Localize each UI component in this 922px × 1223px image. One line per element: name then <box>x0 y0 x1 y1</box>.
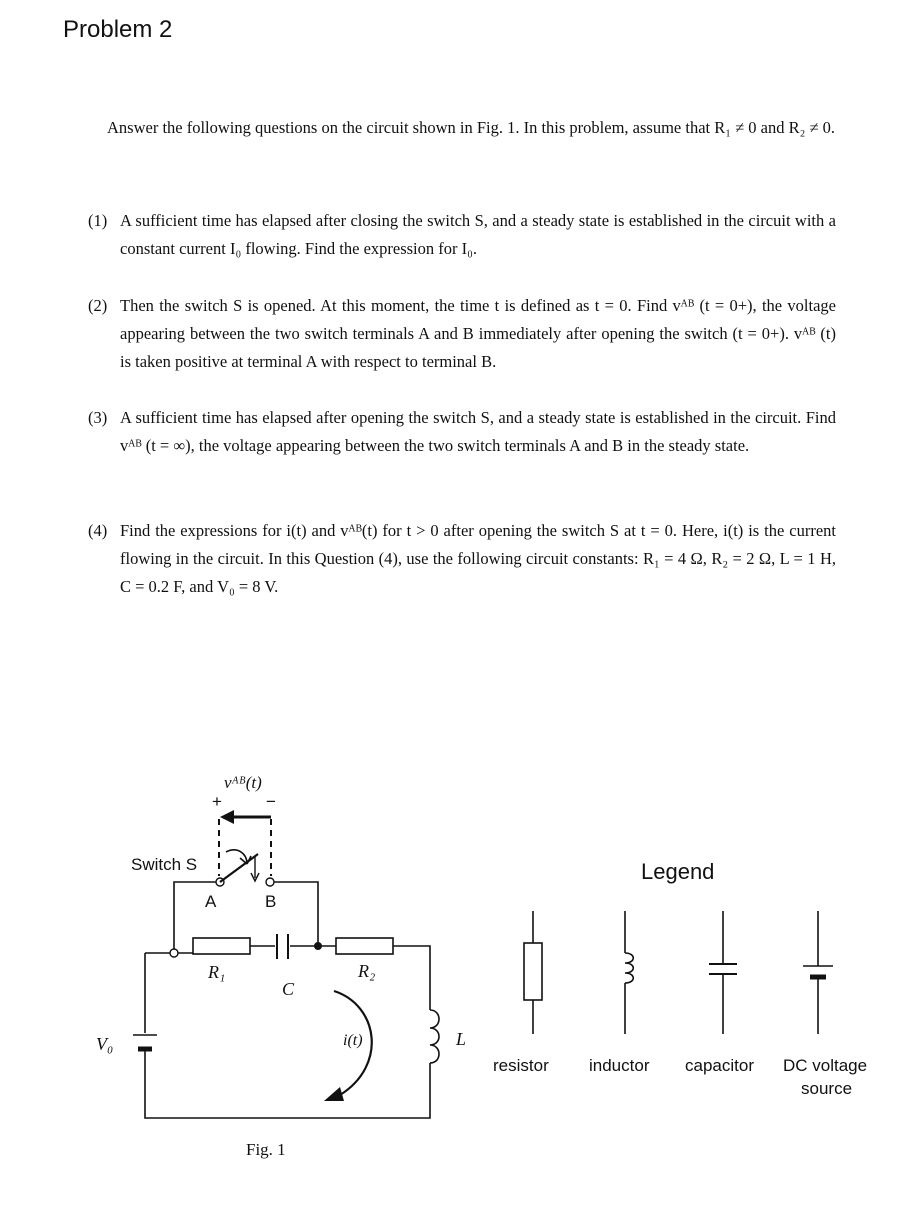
question-text: A sufficient time has elapsed after opening the switch S, and a steady state is established in the circuit. Find vᴬᴮ (t = ∞), the voltage appearing between the two switch terminals A and B in the steady state. <box>120 408 836 455</box>
switch-blade <box>220 854 258 882</box>
legend-capacitor-symbol <box>709 911 737 1034</box>
question-text: A sufficient time has elapsed after closing the switch S, and a steady state is established in the circuit with a constant current I₀ flowing. Find the expression for I₀. <box>120 211 836 258</box>
switch-label: Switch S <box>131 855 198 874</box>
l-label: L <box>456 1029 467 1049</box>
resistor-r2-symbol <box>336 938 393 954</box>
legend-dc-source-symbol <box>803 911 833 1034</box>
wire-top-right <box>393 946 430 1010</box>
legend-resistor-label: resistor <box>493 1056 549 1075</box>
page-title: Problem 2 <box>63 16 173 43</box>
plus-sign: + <box>212 792 222 811</box>
switch-open-arrow-icon <box>226 850 251 864</box>
wire-bottom <box>145 1050 430 1118</box>
terminal-b-node <box>266 878 274 886</box>
legend-resistor-symbol <box>524 911 542 1034</box>
question-number: (4) <box>88 521 108 540</box>
wire-switch-right <box>271 882 318 946</box>
question-text: Then the switch S is opened. At this moment, the time t is defined as t = 0. Find vᴬᴮ (t = 0+), the voltage appearing between the two switch terminals A and B immediately after opening the switch (t = 0+). vᴬᴮ (t) is taken positive at terminal A with respect to terminal B. <box>120 296 836 371</box>
legend-title: Legend <box>641 859 715 884</box>
dc-source-v0-symbol <box>133 1035 157 1049</box>
terminal-b-label: B <box>265 892 277 911</box>
legend-dc-label-line2: source <box>801 1079 853 1098</box>
question-number: (3) <box>88 408 108 427</box>
question-number: (1) <box>88 211 108 230</box>
vab-arrow-head-icon <box>220 810 234 824</box>
vab-label: vᴬᴮ(t) <box>224 773 262 792</box>
inductor-l-symbol <box>430 1010 439 1063</box>
intro-paragraph: Answer the following questions on the circuit shown in Fig. 1. In this problem, assume that R₁ ≠ 0 and R₂ ≠ 0. <box>107 118 836 137</box>
v0-label: V₀ <box>96 1034 114 1054</box>
figure-caption: Fig. 1 <box>246 1140 286 1159</box>
junction-node <box>314 942 322 950</box>
resistor-r1-symbol <box>193 938 250 954</box>
legend-capacitor-label: capacitor <box>685 1056 754 1075</box>
legend-dc-label-line1: DC voltage <box>783 1056 868 1075</box>
terminal-a-label: A <box>205 892 217 911</box>
r1-label: R₁ <box>208 962 226 982</box>
minus-sign: − <box>266 792 276 811</box>
question-number: (2) <box>88 296 108 315</box>
c-label: C <box>282 979 295 999</box>
current-label: i(t) <box>343 1032 363 1049</box>
current-arrow-head-icon <box>324 1087 344 1101</box>
legend-inductor-label: inductor <box>589 1056 650 1075</box>
question-text: Find the expressions for i(t) and vᴬᴮ(t) for t > 0 after opening the switch S at t = 0. Here, i(t) is the current flowing in the circuit. In this Question (4), use the following circuit constants: R₁ = 4 Ω, R₂ = 2 Ω, L = 1 H, C = 0.2 F, and V₀ = 8 V. <box>120 521 836 596</box>
switch-open-arrow-icon <box>251 857 259 881</box>
vab-dashed-leads <box>219 819 271 876</box>
r2-label: R₂ <box>358 961 376 981</box>
capacitor-c-symbol <box>277 934 288 959</box>
junction-node <box>170 949 178 957</box>
legend-inductor-symbol <box>625 911 633 1034</box>
